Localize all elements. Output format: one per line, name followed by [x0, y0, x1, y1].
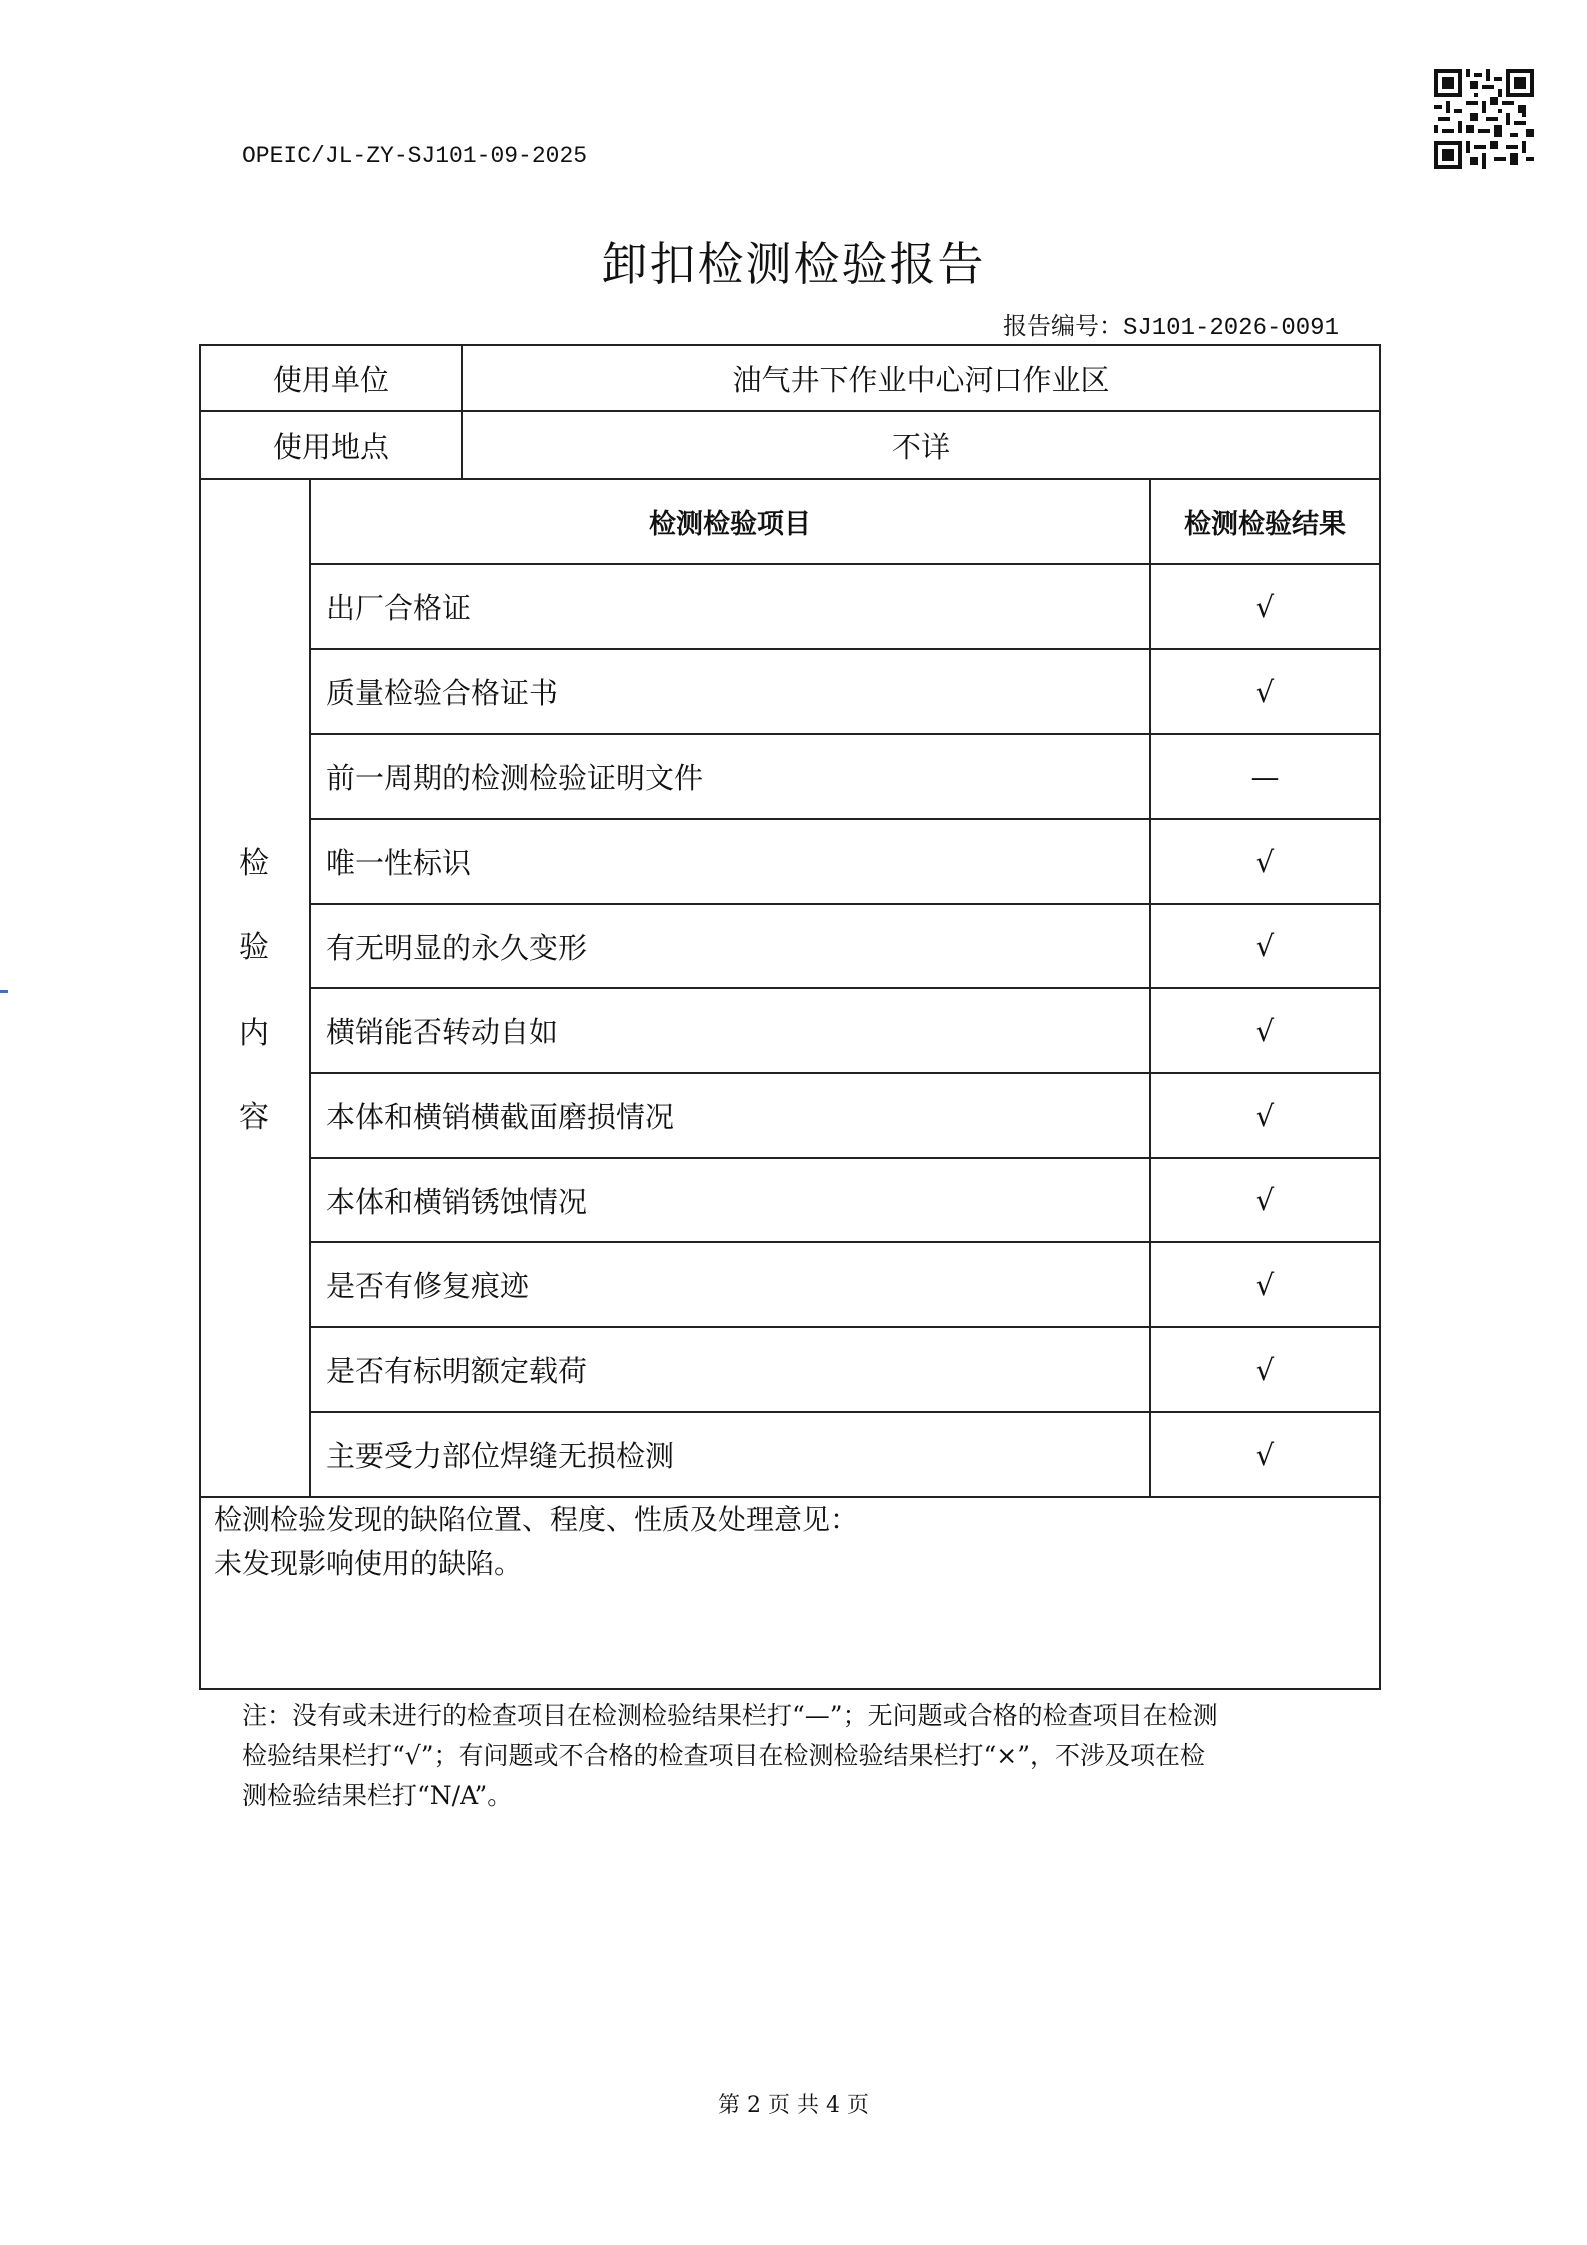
table-row-item: 本体和横销横截面磨损情况	[326, 1100, 675, 1134]
table-row-result: √	[1255, 674, 1275, 709]
table-row-item: 唯一性标识	[326, 846, 472, 880]
findings-value: 未发现影响使用的缺陷。	[214, 1547, 523, 1580]
column-header-result: 检测检验结果	[1184, 509, 1346, 540]
side-label-char: 检	[239, 846, 269, 881]
findings-label: 检测检验发现的缺陷位置、程度、性质及处理意见：	[214, 1503, 859, 1536]
location-value: 不详	[891, 429, 950, 464]
report-title: 卸扣检测检验报告	[601, 237, 986, 291]
qr-code-icon	[1434, 69, 1534, 169]
note-line: 注：没有或未进行的检查项目在检测检验结果栏打“—”；无问题或合格的检查项目在检测	[242, 1701, 1218, 1730]
side-label-char: 内	[239, 1016, 269, 1051]
unit-value: 油气井下作业中心河口作业区	[732, 362, 1110, 397]
scan-artifact	[0, 990, 8, 993]
table-row-result: √	[1255, 1013, 1275, 1048]
table-row-result: √	[1255, 1267, 1275, 1302]
table-row-result: √	[1255, 1437, 1275, 1472]
table-row-item: 横销能否转动自如	[326, 1015, 559, 1049]
table-row-result: —	[1250, 759, 1280, 794]
table-row-item: 是否有修复痕迹	[326, 1269, 530, 1303]
report-number-label: 报告编号：	[1002, 312, 1123, 340]
table-row-result: √	[1255, 844, 1275, 879]
table-row-result: √	[1255, 1352, 1275, 1387]
table-row-item: 是否有标明额定载荷	[326, 1354, 588, 1388]
table-row-item: 主要受力部位焊缝无损检测	[326, 1439, 675, 1473]
side-label-char: 容	[239, 1100, 269, 1135]
table-row-result: √	[1255, 1183, 1275, 1217]
table-row-result: √	[1255, 1098, 1275, 1133]
table-row-item: 质量检验合格证书	[326, 676, 559, 710]
location-label: 使用地点	[272, 429, 389, 464]
table-row-item: 本体和横销锈蚀情况	[326, 1184, 588, 1219]
table-row-item: 出厂合格证	[326, 591, 472, 625]
page-number: 第 2 页 共 4 页	[718, 2093, 869, 2118]
table-row-item: 前一周期的检测检验证明文件	[326, 761, 704, 795]
findings-section	[214, 1498, 858, 1586]
note-line: 检验结果栏打“√”；有问题或不合格的检查项目在检测检验结果栏打“×”，不涉及项在检	[242, 1741, 1206, 1770]
side-label-char: 验	[239, 930, 269, 965]
table-divider	[309, 478, 311, 1496]
table-row-result: √	[1255, 929, 1275, 963]
document-code: OPEIC/JL-ZY-SJ101-09-2025	[242, 143, 588, 169]
note-line: 测检验结果栏打“N/A”。	[242, 1781, 513, 1810]
table-row-result: √	[1255, 589, 1275, 624]
unit-label: 使用单位	[272, 362, 389, 397]
report-number	[1003, 306, 1339, 342]
column-header-item: 检测检验项目	[649, 509, 811, 540]
legend-note	[242, 1696, 1352, 1816]
report-number-value: SJ101-2026-0091	[1122, 315, 1339, 342]
table-row-item: 有无明显的永久变形	[326, 930, 588, 965]
